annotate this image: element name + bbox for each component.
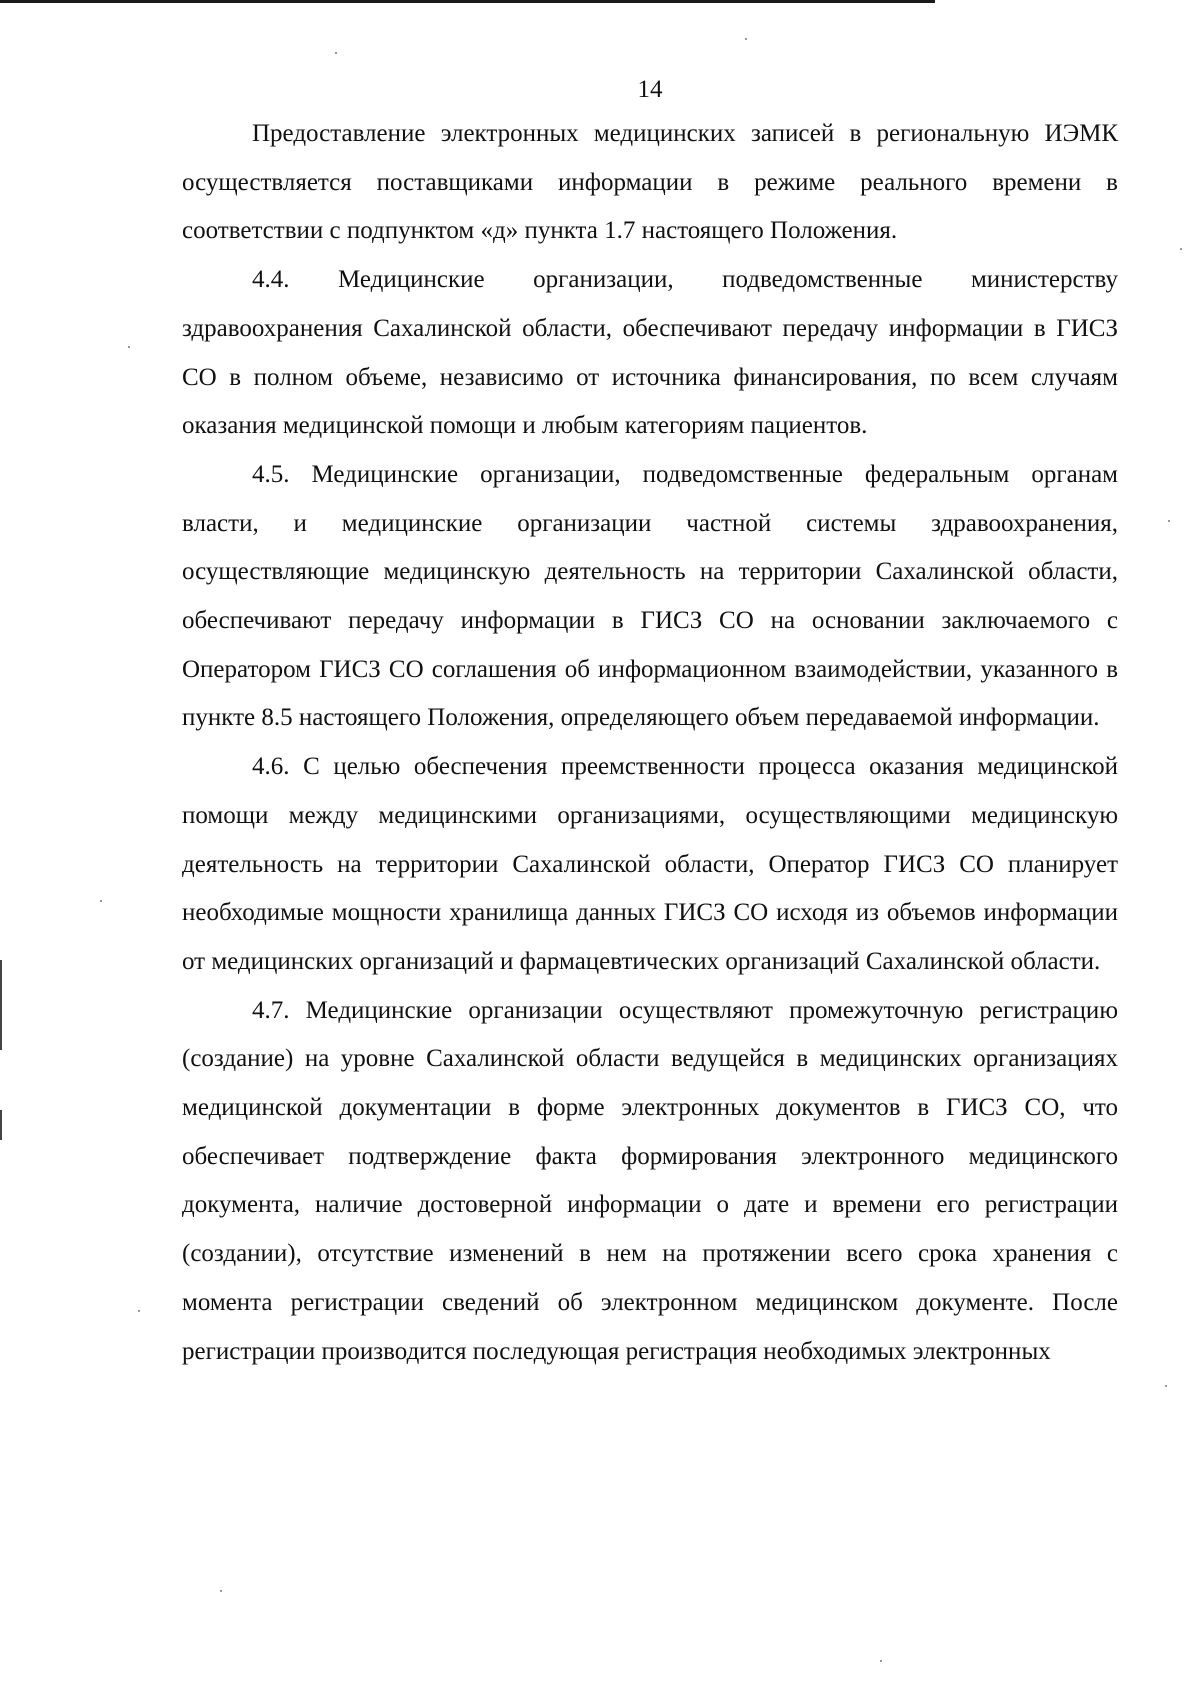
scan-left-edge-mark — [0, 960, 2, 1050]
scan-speck — [128, 346, 130, 348]
paragraph-4-5: 4.5. Медицинские организации, подведомственные федеральным органам власти, и медицинские организации частной системы здравоохранения, осуществляющие медицинскую деятельность на территории Сахалинской области, обеспечивают передачу информации в ГИСЗ СО на основании заключаемого с Оператором ГИСЗ СО соглашения об информационном взаимодействии, указанного в пункте 8.5 настоящего Положения, определяющего объем передаваемой информации. — [182, 460, 1118, 732]
scan-speck — [1168, 520, 1170, 522]
scan-speck — [1165, 1385, 1167, 1387]
paragraph-4-6: 4.6. С целью обеспечения преемственности процесса оказания медицинской помощи между медицинскими организациями, осуществляющими медицинскую деятельность на территории Сахалинской области, Оператор ГИСЗ СО планирует необходимые мощности хранилища данных ГИСЗ СО исходя из объемов информации от медицинских организаций и фармацевтических организаций Сахалинской области. — [182, 753, 1118, 975]
paragraph-4-7: 4.7. Медицинские организации осуществляют промежуточную регистрацию (создание) на уровне Сахалинской области ведущейся в медицинских организациях медицинской документации в форме электронных документов в ГИСЗ СО, что обеспечивает подтверждение факта формирования электронного медицинского документа, наличие достоверной информации о дате и времени его регистрации (создании), отсутствие изменений в нем на протяжении всего срока хранения с момента регистрации сведений об электронном медицинском документе. После регистрации производится последующая регистрация необходимых электронных — [182, 996, 1118, 1365]
scan-speck — [220, 1590, 222, 1592]
paragraph-emk-records: Предоставление электронных медицинских записей в региональную ИЭМК осуществляется поставщиками информации в режиме реального времени в соответствии с подпунктом «д» пункта 1.7 настоящего Положения. — [182, 120, 1118, 245]
scan-speck — [880, 1660, 882, 1662]
scan-speck — [745, 38, 747, 40]
page-number: 14 — [637, 76, 663, 103]
scan-top-edge — [0, 0, 935, 3]
scan-speck — [335, 52, 337, 54]
scan-speck — [138, 1310, 140, 1312]
scan-speck — [100, 900, 102, 902]
scan-left-edge-mark — [0, 1110, 2, 1140]
document-body — [182, 110, 1118, 1376]
paragraph-4-4: 4.4. Медицинские организации, подведомственные министерству здравоохранения Сахалинской области, обеспечивают передачу информации в ГИСЗ СО в полном объеме, независимо от источника финансирования, по всем случаям оказания медицинской помощи и любым категориям пациентов. — [182, 266, 1118, 440]
scan-speck — [1180, 248, 1182, 250]
